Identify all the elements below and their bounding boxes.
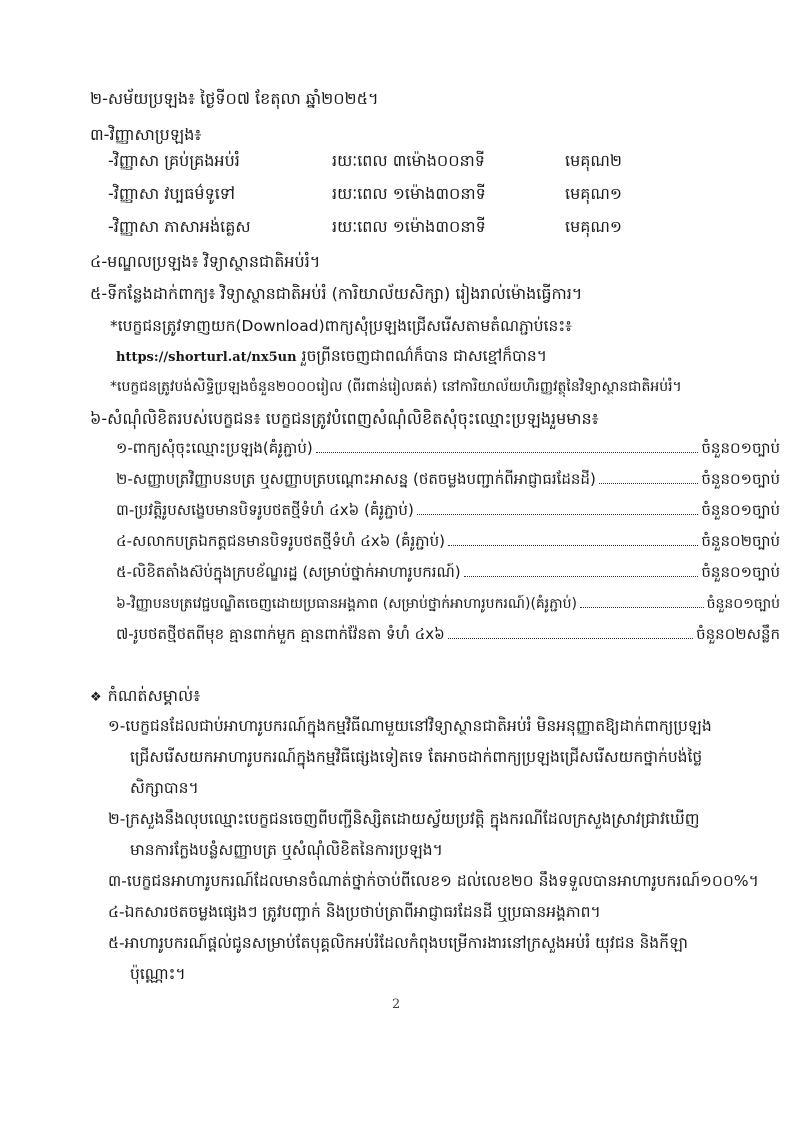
document-quantity: ចំនួន០១ច្បាប់ [701,501,780,519]
exam-duration: រយៈពេល ១ម៉ោង៣០នាទី [332,184,486,203]
fee-note: *បេក្ខជនត្រូវបង់សិទ្ធិប្រឡងចំនួន២០០០រៀល (ពីរពាន់រៀលគត់) នៅការិយាល័យហិរញ្ញវត្ថុនៃវិទ្យាស្ថានជាតិអប់រំ។ [110,379,682,395]
exam-coefficient: មេគុណ២ [565,151,623,170]
document-item [116,531,780,553]
exam-duration: រយៈពេល ១ម៉ោង៣០នាទី [332,217,486,236]
document-quantity: ចំនួន០១ច្បាប់ [706,596,780,612]
exam-subjects-heading: ៣-វិញ្ញាសាប្រឡង៖ [90,125,202,144]
document-label: ៥-លិខិតតាំងស៊ប់ក្នុងក្របខ័ណ្ឌរដ្ឋ (សម្រាប់ថ្នាក់អាហារូបករណ៍) [116,563,461,581]
download-link-suffix: រួចព្រីនចេញជាពណ៌ក៏បាន ជាសខ្មៅក៏បាន។ [301,347,547,365]
notes-heading [90,685,200,709]
exam-date: ២-សម័យប្រឡង៖ ថ្ងៃទី០៧ ខែតុលា ឆ្នាំ២០២៥។ [90,89,379,108]
dotted-leader [417,500,699,515]
dotted-leader [580,593,704,608]
download-link[interactable]: https://shorturl.at/nx5un [116,350,297,365]
exam-coefficient: មេគុណ១ [565,184,623,203]
document-label: ៧-រូបថតថ្មីថតពីមុខ គ្មានពាក់មួក គ្មានពាក់វ៉ែនតា ទំហំ ៤x៦ [116,625,445,643]
diamond-bullet-icon: ❖ [90,690,102,705]
exam-coefficient: មេគុណ១ [565,217,623,236]
page-number: 2 [392,997,401,1012]
notes-title: កំណត់សម្គាល់៖ [107,686,201,705]
dotted-leader [448,531,698,546]
exam-duration: រយៈពេល ៣ម៉ោង០០នាទី [332,151,485,170]
document-label: ៤-សលាកបត្រឯកត្តជនមានបិទរូបថតថ្មីទំហំ ៤x៦ (គំរូភ្ជាប់) [116,532,445,550]
download-link-line [116,345,547,369]
exam-center: ៤-មណ្ឌលប្រឡង៖ វិទ្យាស្ថានជាតិអប់រំ។ [90,252,321,271]
note-5-line: ៥-អាហារូបករណ៍ផ្តល់ជូនសម្រាប់តែបុគ្គលិកអប់រំដែលកំពុងបម្រើការងារនៅក្រសួងអប់រំ យុវជន និងកីឡា [108,934,688,952]
dotted-leader [316,438,699,453]
note-5-line: ប៉ុណ្ណោះ។ [130,965,186,983]
download-note: *បេក្ខជនត្រូវទាញយក(Download)ពាក្យសុំប្រឡងជ្រើសរើសតាមតំណភ្ជាប់នេះ៖ [110,317,572,335]
exam-subject: -វិញ្ញាសា ភាសាអង់គ្លេស [108,217,251,236]
dotted-leader [448,624,693,639]
document-item [116,469,780,491]
exam-subject: -វិញ្ញាសា គ្រប់គ្រងអប់រំ [108,151,240,170]
note-1-line: ១-បេក្ខជនដែលជាប់អាហារូបករណ៍ក្នុងកម្មវិធីណាមួយនៅវិទ្យាស្ថានជាតិអប់រំ មិនអនុញ្ញាតឱ្យដាក់ពាក្យប្រឡង [108,717,712,735]
documents-heading: ៦-សំណុំលិខិតរបស់បេក្ខជន៖ បេក្ខជនត្រូវបំពេញសំណុំលិខិតសុំចុះឈ្មោះប្រឡងរួមមាន៖ [90,409,599,428]
document-quantity: ចំនួន០២សន្លឹក [696,625,780,643]
document-label: ១-ពាក្យសុំចុះឈ្មោះប្រឡង(គំរូភ្ជាប់) [116,439,313,457]
document-quantity: ចំនួន០១ច្បាប់ [701,439,780,457]
document-item [116,593,780,615]
document-label: ៣-ប្រវត្តិរូបសង្ខេបមានបិទរូបថតថ្មីទំហំ ៤x៦ (គំរូភ្ជាប់) [116,501,414,519]
note-1-line: សិក្សាបាន។ [130,779,199,797]
exam-subject: -វិញ្ញាសា វប្បធម៌ទូទៅ [108,184,236,203]
note-2-line: ២-ក្រសួងនឹងលុបឈ្មោះបេក្ខជនចេញពីបញ្ជីនិស្សិតដោយស្វ័យប្រវត្តិ ក្នុងករណីដែលក្រសួងស្រាវជ្រាវឃើញ [108,810,700,828]
document-item [116,624,780,646]
note-4-line: ៤-ឯកសារថតចម្លងផ្សេងៗ ត្រូវបញ្ជាក់ និងប្រថាប់ត្រាពីអាជ្ញាធរដែនដី ឬប្រធានអង្គភាព។ [108,903,601,921]
note-2-line: មានការក្លែងបន្លំសញ្ញាបត្រ ឬសំណុំលិខិតនៃការប្រឡង។ [130,841,443,859]
document-quantity: ចំនួន០១ច្បាប់ [701,470,780,488]
document-item [116,438,780,460]
note-1-line: ជ្រើសរើសយកអាហារូបករណ៍ក្នុងកម្មវិធីផ្សេងទៀតទេ តែអាចដាក់ពាក្យប្រឡងជ្រើសរើសយកថ្នាក់បង់ថ្លៃ [130,748,703,766]
dotted-leader [599,469,699,484]
document-label: ៦-វិញ្ញាបនបត្រវេជ្ជបណ្ឌិតចេញដោយប្រធានអង្គភាព (សម្រាប់ថ្នាក់អាហារូបករណ៍)(គំរូភ្ជាប់) [116,596,577,612]
dotted-leader [464,562,699,577]
note-3-line: ៣-បេក្ខជនអាហារូបករណ៍ដែលមានចំណាត់ថ្នាក់ចាប់ពីលេខ១ ដល់លេខ២០ នឹងទទួលបានអាហារូបករណ៍១០០%។ [108,872,759,890]
document-quantity: ចំនួន០១ច្បាប់ [701,563,780,581]
document-label: ២-សញ្ញាបត្រវិញ្ញាបនបត្រ ឬសញ្ញាបត្របណ្តោះអាសន្ន (ថតចម្លងបញ្ជាក់ពីអាជ្ញាធរដែនដី) [116,470,596,488]
document-item [116,500,780,522]
application-location: ៥-ទីកន្លែងដាក់ពាក្យ៖ វិទ្យាស្ថានជាតិអប់រំ (ការិយាល័យសិក្សា) រៀងរាល់ម៉ោងធ្វើការ។ [90,284,583,303]
document-item [116,562,780,584]
document-quantity: ចំនួន០២ច្បាប់ [701,532,780,550]
